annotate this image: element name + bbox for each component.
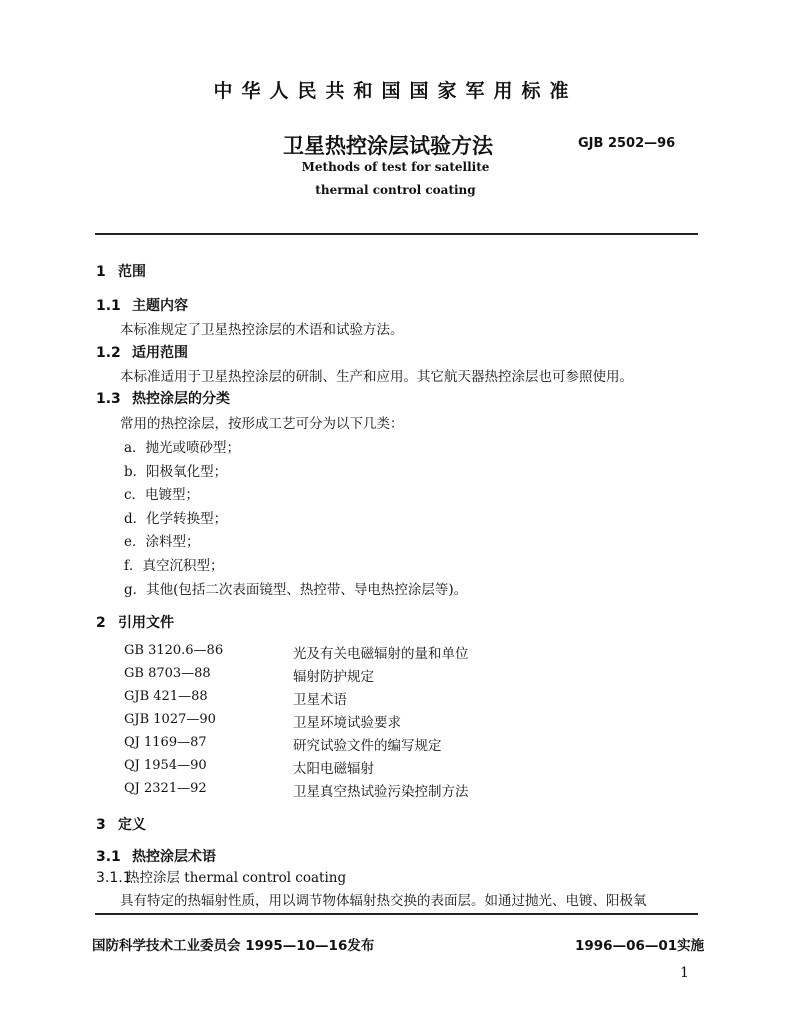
footer-divider xyxy=(95,913,698,915)
list-item: c．电镀型； xyxy=(124,487,200,503)
section-1-2-heading xyxy=(96,342,188,362)
reference-title: 卫星真空热试验污染控制方法 xyxy=(293,784,469,800)
english-title-line-1: Methods of test for satellite xyxy=(301,160,490,174)
section-title: 引用文件 xyxy=(118,615,174,631)
section-title: 范围 xyxy=(118,264,146,280)
term-definition: 热控涂层 thermal control coating xyxy=(126,870,347,886)
reference-id: QJ 1954—90 xyxy=(124,758,207,773)
section-number: 1.1 xyxy=(96,298,121,314)
list-item: b．阳极氧化型； xyxy=(124,464,228,480)
standard-org-header: 中华人民共和国国家军用标准 xyxy=(213,80,578,102)
list-item: f．真空沉积型； xyxy=(124,558,224,574)
section-1-1-heading xyxy=(96,295,188,315)
section-number: 3.1 xyxy=(96,849,121,865)
section-title: 定义 xyxy=(118,817,146,833)
reference-id: QJ 2321—92 xyxy=(124,781,207,796)
effective-date: 1996—06—01实施 xyxy=(575,938,705,954)
page-number: 1 xyxy=(680,965,689,981)
section-1-3-text: 常用的热控涂层，按形成工艺可分为以下几类： xyxy=(120,416,404,432)
section-title: 适用范围 xyxy=(132,345,188,361)
english-title-line-2: thermal control coating xyxy=(315,183,476,197)
section-title: 热控涂层的分类 xyxy=(132,391,230,407)
section-number: 1.3 xyxy=(96,391,121,407)
document-title: 卫星热控涂层试验方法 xyxy=(283,134,493,158)
reference-title: 太阳电磁辐射 xyxy=(293,761,374,777)
reference-title: 光及有关电磁辐射的量和单位 xyxy=(293,646,469,662)
section-title: 热控涂层术语 xyxy=(132,849,216,865)
reference-title: 辐射防护规定 xyxy=(293,669,374,685)
reference-title: 研究试验文件的编写规定 xyxy=(293,738,442,754)
standard-code: GJB 2502—96 xyxy=(578,136,676,151)
section-1-2-text: 本标准适用于卫星热控涂层的研制、生产和应用。其它航天器热控涂层也可参照使用。 xyxy=(120,369,633,385)
section-number: 3 xyxy=(96,817,106,833)
section-1-heading xyxy=(96,261,146,281)
list-item: g．其他(包括二次表面镜型、热控带、导电热控涂层等)。 xyxy=(124,582,468,598)
section-1-3-heading xyxy=(96,388,230,408)
section-number: 1.2 xyxy=(96,345,121,361)
section-number: 2 xyxy=(96,615,106,631)
section-3-1-1-heading xyxy=(96,866,346,886)
section-title: 主题内容 xyxy=(132,298,188,314)
reference-title: 卫星环境试验要求 xyxy=(293,715,401,731)
reference-id: GB 8703—88 xyxy=(124,666,211,681)
reference-id: GJB 1027—90 xyxy=(124,712,216,727)
section-number: 1 xyxy=(96,264,106,280)
reference-id: GB 3120.6—86 xyxy=(124,643,224,658)
section-3-1-heading xyxy=(96,846,216,866)
section-3-1-1-text: 具有特定的热辐射性质，用以调节物体辐射热交换的表面层。如通过抛光、电镀、阳极氧 xyxy=(120,893,647,909)
section-2-heading xyxy=(96,612,174,632)
reference-title: 卫星术语 xyxy=(293,692,347,708)
list-item: e．涂料型； xyxy=(124,534,200,550)
issue-date: 国防科学技术工业委员会 1995—10—16发布 xyxy=(92,938,375,954)
reference-id: QJ 1169—87 xyxy=(124,735,207,750)
section-1-1-text: 本标准规定了卫星热控涂层的术语和试验方法。 xyxy=(120,322,404,338)
section-3-heading xyxy=(96,814,146,834)
section-number: 3.1.1 xyxy=(96,870,132,886)
list-item: a．抛光或喷砂型； xyxy=(124,440,241,456)
list-item: d．化学转换型； xyxy=(124,511,228,527)
reference-id: GJB 421—88 xyxy=(124,689,208,704)
header-divider xyxy=(95,233,698,235)
